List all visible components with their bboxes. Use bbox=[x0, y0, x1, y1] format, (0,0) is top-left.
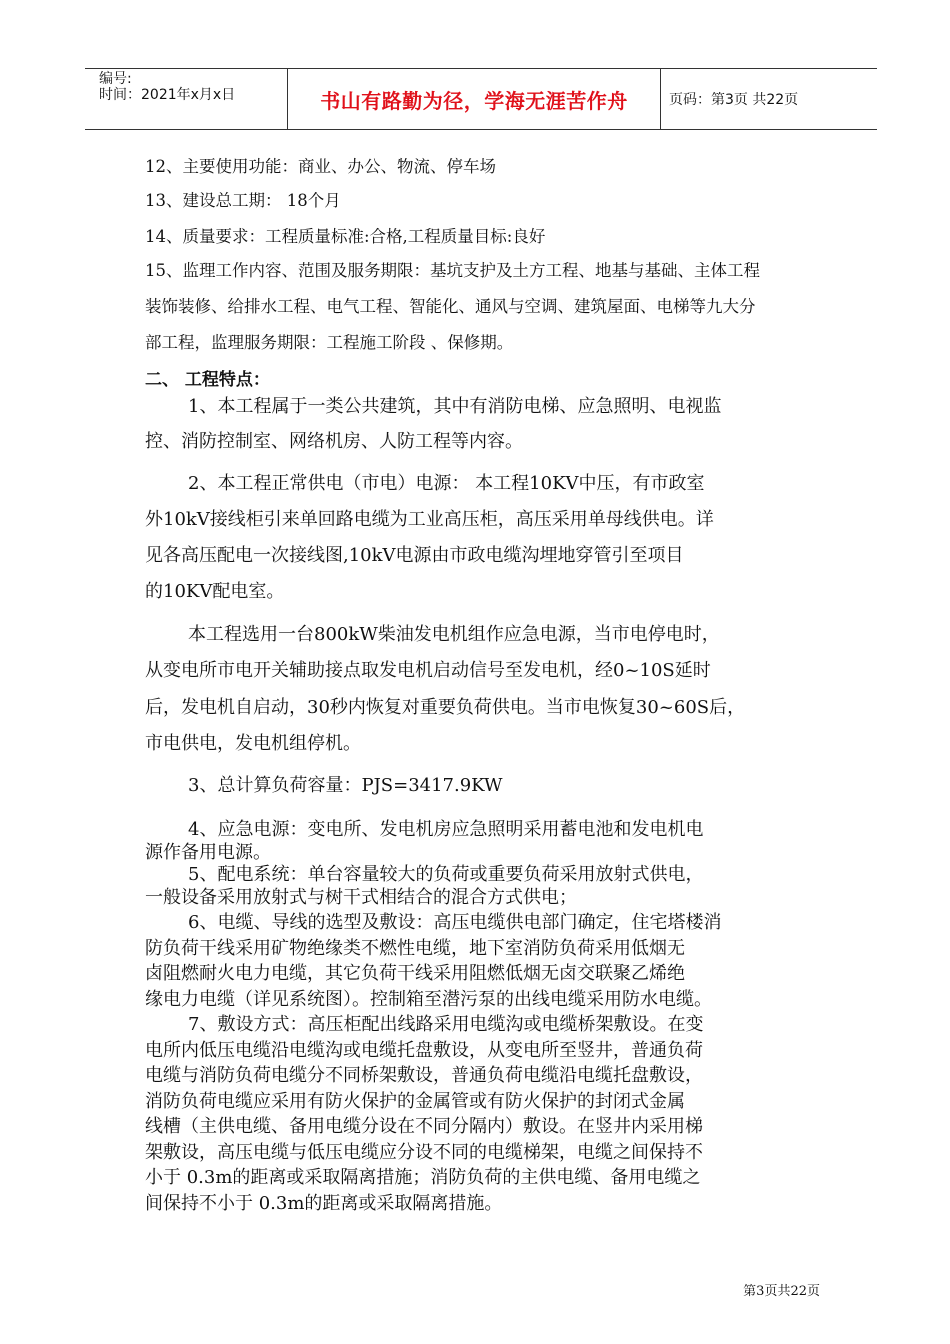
header-motto: 书山有路勤为径，学海无涯苦作舟 bbox=[288, 69, 661, 129]
body-line: 电缆与消防负荷电缆分不同桥架敷设，普通负荷电缆沿电缆托盘敷设， bbox=[145, 1065, 703, 1086]
body-line: 后，发电机自启动，30秒内恢复对重要负荷供电。当市电恢复30~60S后， bbox=[145, 697, 746, 718]
header-page-label: 页码：第3页 共22页 bbox=[669, 92, 799, 108]
body-line: 的10KV配电室。 bbox=[145, 581, 285, 602]
body-line: 架敷设，高压电缆与低压电缆应分设不同的电缆梯架，电缆之间保持不 bbox=[145, 1142, 703, 1163]
body-line: 市电供电，发电机组停机。 bbox=[145, 733, 361, 754]
body-line: 5、配电系统：单台容量较大的负荷或重要负荷采用放射式供电， bbox=[188, 864, 704, 885]
page-footer: 第3页共22页 bbox=[743, 1284, 820, 1299]
body-line: 源作备用电源。 bbox=[145, 842, 271, 863]
body-line: 消防负荷电缆应采用有防火保护的金属管或有防火保护的封闭式金属 bbox=[145, 1091, 685, 1112]
header-meta bbox=[85, 69, 288, 129]
body-line: 见各高压配电一次接线图,10kV电源由市政电缆沟埋地穿管引至项目 bbox=[145, 545, 684, 566]
body-line: 1、本工程属于一类公共建筑，其中有消防电梯、应急照明、电视监 bbox=[188, 396, 722, 417]
body-line: 一般设备采用放射式与树干式相结合的混合方式供电； bbox=[145, 887, 577, 908]
body-line: 4、应急电源：变电所、发电机房应急照明采用蓄电池和发电机电 bbox=[188, 819, 704, 840]
body-line: 电所内低压电缆沿电缆沟或电缆托盘敷设，从变电所至竖井，普通负荷 bbox=[145, 1040, 703, 1061]
body-line: 13、建设总工期： 18个月 bbox=[145, 191, 341, 210]
body-line: 2、本工程正常供电（市电）电源： 本工程10KV中压，有市政室 bbox=[188, 473, 705, 494]
body-line: 装饰装修、给排水工程、电气工程、智能化、通风与空调、建筑屋面、电梯等九大分 bbox=[145, 297, 756, 316]
body-line: 15、监理工作内容、范围及服务期限：基坑支护及土方工程、地基与基础、主体工程 bbox=[145, 261, 760, 280]
page-header bbox=[85, 68, 877, 130]
body-line: 6、电缆、导线的选型及敷设：高压电缆供电部门确定，住宅塔楼消 bbox=[188, 912, 722, 933]
body-line: 3、总计算负荷容量：PJS=3417.9KW bbox=[188, 775, 503, 796]
body-line: 线槽（主供电缆、备用电缆分设在不同分隔内）敷设。在竖井内采用梯 bbox=[145, 1116, 703, 1137]
body-line: 防负荷干线采用矿物绝缘类不燃性电缆，地下室消防负荷采用低烟无 bbox=[145, 938, 685, 959]
header-number-label: 编号: bbox=[99, 71, 132, 87]
body-line: 小于 0.3m的距离或采取隔离措施；消防负荷的主供电缆、备用电缆之 bbox=[145, 1167, 701, 1188]
body-line: 部工程，监理服务期限：工程施工阶段 、保修期。 bbox=[145, 333, 514, 352]
section-heading: 二、 工程特点： bbox=[145, 370, 270, 390]
body-line: 间保持不小于 0.3m的距离或采取隔离措施。 bbox=[145, 1193, 503, 1214]
body-line: 14、质量要求：工程质量标准:合格,工程质量目标:良好 bbox=[145, 227, 546, 246]
body-line: 缘电力电缆（详见系统图）。控制箱至潜污泵的出线电缆采用防水电缆。 bbox=[145, 989, 712, 1010]
header-time-label: 时间：2021年x月x日 bbox=[99, 87, 236, 103]
body-line: 卤阻燃耐火电力电缆，其它负荷干线采用阻燃低烟无卤交联聚乙烯绝 bbox=[145, 963, 685, 984]
body-line: 控、消防控制室、网络机房、人防工程等内容。 bbox=[145, 431, 523, 452]
body-line: 从变电所市电开关辅助接点取发电机启动信号至发电机，经0~10S延时 bbox=[145, 660, 711, 681]
body-line: 本工程选用一台800kW柴油发电机组作应急电源，当市电停电时， bbox=[188, 624, 720, 645]
body-line: 12、主要使用功能：商业、办公、物流、停车场 bbox=[145, 157, 496, 176]
body-line: 外10kV接线柜引来单回路电缆为工业高压柜，高压采用单母线供电。详 bbox=[145, 509, 714, 530]
body-line: 7、敷设方式：高压柜配出线路采用电缆沟或电缆桥架敷设。在变 bbox=[188, 1014, 704, 1035]
